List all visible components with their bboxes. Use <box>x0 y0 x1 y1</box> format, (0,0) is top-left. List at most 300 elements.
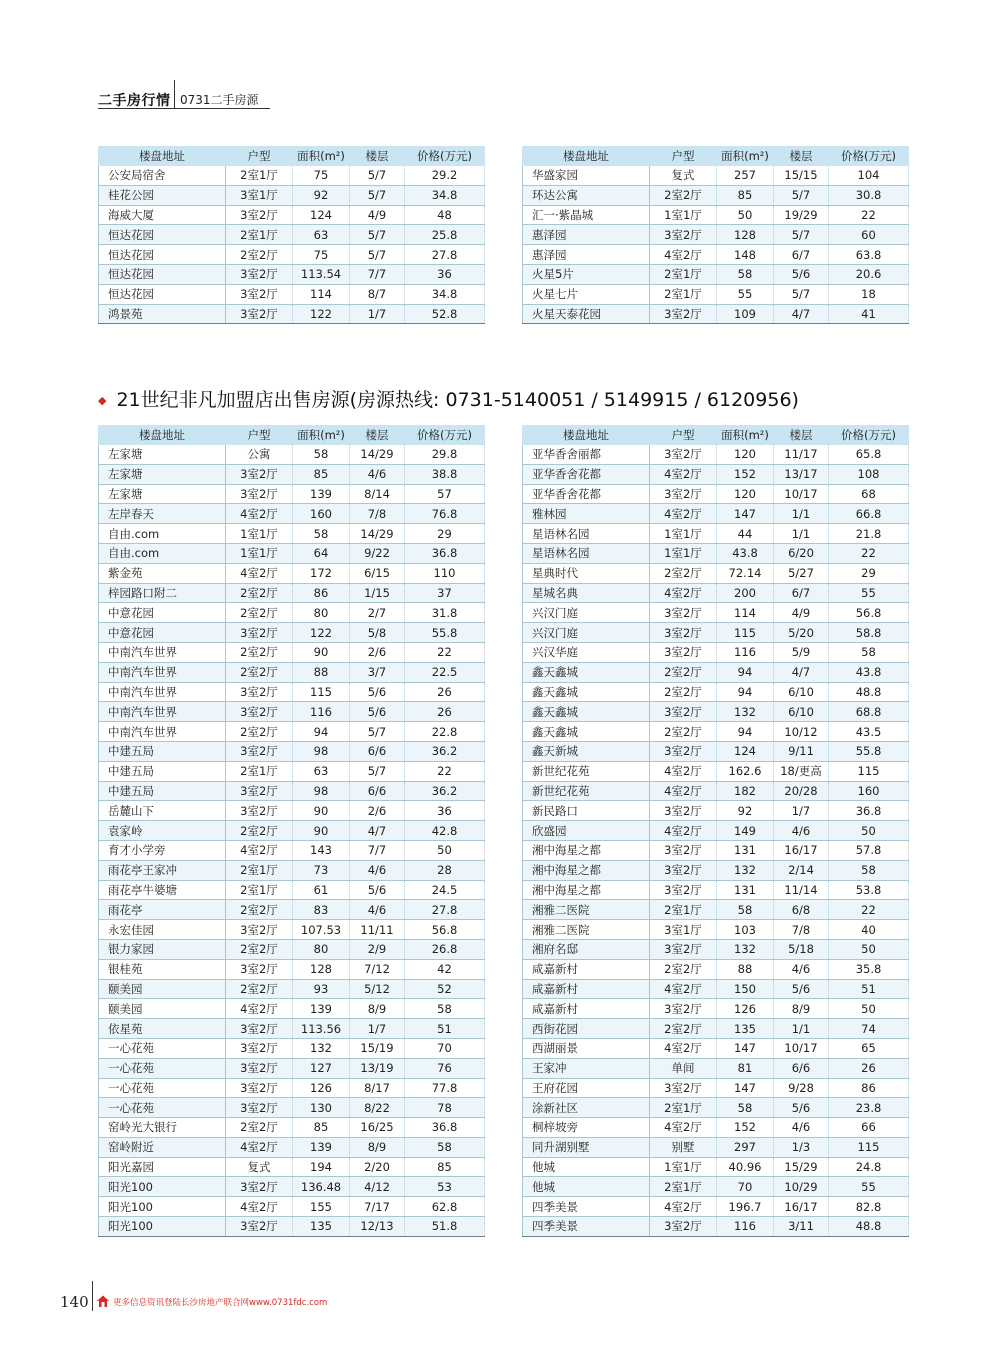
table-row <box>99 821 485 841</box>
table-row <box>99 1038 485 1058</box>
table-cell: 1/15 <box>350 583 405 603</box>
table-cell: 108 <box>829 464 909 484</box>
table-cell: 128 <box>717 225 774 245</box>
table-row <box>523 840 909 860</box>
column-header: 楼层 <box>350 426 405 445</box>
table-cell: 36.2 <box>405 741 485 761</box>
property-name-cell: 梓园路口附二 <box>99 583 226 603</box>
table-cell: 50 <box>829 821 909 841</box>
table-cell: 4/7 <box>350 821 405 841</box>
table-cell: 58 <box>829 860 909 880</box>
column-header: 价格(万元) <box>405 426 485 445</box>
table-row <box>523 801 909 821</box>
table-row <box>523 1038 909 1058</box>
table-cell: 136.48 <box>293 1177 350 1197</box>
table-cell: 14/29 <box>350 445 405 465</box>
table-cell: 4室2厅 <box>226 1137 293 1157</box>
property-name-cell: 阳光嘉园 <box>99 1157 226 1177</box>
property-name-cell: 自由.com <box>99 543 226 563</box>
table-row <box>523 702 909 722</box>
table-cell: 6/6 <box>350 741 405 761</box>
table-cell: 26.8 <box>405 939 485 959</box>
table-cell: 58 <box>717 264 774 284</box>
property-name-cell: 星语林名园 <box>523 524 650 544</box>
table-cell: 2室1厅 <box>226 860 293 880</box>
property-name-cell: 西湖丽景 <box>523 1038 650 1058</box>
property-name-cell: 亚华香舍丽都 <box>523 445 650 465</box>
table-row <box>523 860 909 880</box>
table-cell: 90 <box>293 642 350 662</box>
table-row <box>99 959 485 979</box>
table-cell: 别墅 <box>650 1137 717 1157</box>
table-cell: 29 <box>405 524 485 544</box>
table-cell: 58 <box>829 642 909 662</box>
property-name-cell: 中南汽车世界 <box>99 682 226 702</box>
property-name-cell: 星典时代 <box>523 563 650 583</box>
table-cell: 复式 <box>650 166 717 186</box>
table-cell: 4室2厅 <box>650 821 717 841</box>
table-cell: 16/25 <box>350 1118 405 1138</box>
table-cell: 8/9 <box>350 999 405 1019</box>
table-row <box>99 702 485 722</box>
table-cell: 86 <box>293 583 350 603</box>
table-cell: 22 <box>829 543 909 563</box>
table-cell: 8/7 <box>350 284 405 304</box>
property-name-cell: 鑫天鑫城 <box>523 722 650 742</box>
table-cell: 27.8 <box>405 900 485 920</box>
table-cell: 132 <box>717 860 774 880</box>
table-cell: 26 <box>405 702 485 722</box>
table-cell: 132 <box>717 939 774 959</box>
table-cell: 2室2厅 <box>226 722 293 742</box>
table-row <box>99 781 485 801</box>
table-cell: 3室2厅 <box>226 623 293 643</box>
table-row <box>523 543 909 563</box>
header-subtitle: 0731二手房源 <box>180 93 259 107</box>
table-cell: 5/7 <box>774 284 829 304</box>
table-cell: 7/12 <box>350 959 405 979</box>
table-cell: 50 <box>405 840 485 860</box>
table-cell: 132 <box>293 1038 350 1058</box>
table-cell: 1/3 <box>774 1137 829 1157</box>
property-name-cell: 雨花亭牛婆塘 <box>99 880 226 900</box>
table-cell: 7/7 <box>350 264 405 284</box>
table-cell: 3室2厅 <box>650 1217 717 1237</box>
table-cell: 15/29 <box>774 1157 829 1177</box>
table-cell: 22.5 <box>405 662 485 682</box>
table-cell: 5/18 <box>774 939 829 959</box>
table-cell: 8/14 <box>350 484 405 504</box>
table-row <box>523 1078 909 1098</box>
table-row <box>99 682 485 702</box>
table-row <box>523 662 909 682</box>
table-row <box>99 524 485 544</box>
table-row <box>523 821 909 841</box>
table-cell: 19/29 <box>774 205 829 225</box>
property-name-cell: 鑫天鑫城 <box>523 662 650 682</box>
table-cell: 7/8 <box>350 504 405 524</box>
table-cell: 182 <box>717 781 774 801</box>
table-cell: 58.8 <box>829 623 909 643</box>
table-cell: 55.8 <box>405 623 485 643</box>
property-name-cell: 银桂苑 <box>99 959 226 979</box>
listing-table-bottom-left <box>98 425 485 1237</box>
table-cell: 30.8 <box>829 185 909 205</box>
table-cell: 2室1厅 <box>650 1177 717 1197</box>
table-cell: 2室1厅 <box>226 880 293 900</box>
table-row <box>99 999 485 1019</box>
table-row <box>523 741 909 761</box>
property-name-cell: 汇一·紫晶城 <box>523 205 650 225</box>
property-name-cell: 岳麓山下 <box>99 801 226 821</box>
table-cell: 4室2厅 <box>650 504 717 524</box>
table-cell: 196.7 <box>717 1197 774 1217</box>
table-cell: 22.8 <box>405 722 485 742</box>
table-cell: 5/7 <box>350 225 405 245</box>
table-cell: 76 <box>405 1058 485 1078</box>
table-cell: 3室2厅 <box>650 445 717 465</box>
table-cell: 4室2厅 <box>650 583 717 603</box>
table-row <box>99 662 485 682</box>
table-row <box>523 583 909 603</box>
table-cell: 5/9 <box>774 642 829 662</box>
table-cell: 4/6 <box>774 959 829 979</box>
property-name-cell: 咸嘉新村 <box>523 959 650 979</box>
table-cell: 1室1厅 <box>650 205 717 225</box>
table-row <box>99 979 485 999</box>
table-cell: 12/13 <box>350 1217 405 1237</box>
table-cell: 3室2厅 <box>226 801 293 821</box>
table-row <box>523 682 909 702</box>
property-name-cell: 左家塘 <box>99 464 226 484</box>
table-cell: 70 <box>717 1177 774 1197</box>
table-cell: 98 <box>293 741 350 761</box>
table-cell: 55 <box>717 284 774 304</box>
table-row <box>99 563 485 583</box>
table-cell: 3室2厅 <box>226 1078 293 1098</box>
table-cell: 22 <box>829 900 909 920</box>
property-name-cell: 中建五局 <box>99 781 226 801</box>
property-name-cell: 恒达花园 <box>99 284 226 304</box>
property-name-cell: 湘雅二医院 <box>523 920 650 940</box>
table-cell: 3室2厅 <box>226 1217 293 1237</box>
table-cell: 22 <box>405 642 485 662</box>
table-cell: 4室2厅 <box>650 1197 717 1217</box>
table-cell: 55 <box>829 1177 909 1197</box>
page-header <box>98 86 270 109</box>
table-cell: 124 <box>293 205 350 225</box>
table-cell: 3室2厅 <box>226 920 293 940</box>
table-cell: 3室2厅 <box>650 840 717 860</box>
property-name-cell: 欣盛园 <box>523 821 650 841</box>
table-row <box>99 1217 485 1237</box>
table-cell: 5/27 <box>774 563 829 583</box>
table-cell: 2室1厅 <box>226 761 293 781</box>
property-name-cell: 颐美园 <box>99 979 226 999</box>
table-cell: 4室2厅 <box>226 840 293 860</box>
table-cell: 13/17 <box>774 464 829 484</box>
table-cell: 2室2厅 <box>650 185 717 205</box>
table-cell: 27.8 <box>405 245 485 265</box>
table-cell: 6/7 <box>774 583 829 603</box>
table-row <box>99 840 485 860</box>
table-cell: 3室2厅 <box>226 484 293 504</box>
property-name-cell: 左家塘 <box>99 484 226 504</box>
table-cell: 7/7 <box>350 840 405 860</box>
column-header: 面积(m²) <box>717 147 774 166</box>
table-cell: 58 <box>717 1098 774 1118</box>
table-cell: 70 <box>405 1038 485 1058</box>
property-name-cell: 新世纪花苑 <box>523 761 650 781</box>
table-cell: 78 <box>405 1098 485 1118</box>
table-cell: 8/22 <box>350 1098 405 1118</box>
table-cell: 6/15 <box>350 563 405 583</box>
property-name-cell: 阳光100 <box>99 1197 226 1217</box>
table-cell: 3室2厅 <box>226 284 293 304</box>
table-cell: 74 <box>829 1019 909 1039</box>
table-row <box>99 920 485 940</box>
column-header: 户型 <box>650 426 717 445</box>
table-cell: 3室2厅 <box>650 702 717 722</box>
table-cell: 4室2厅 <box>650 1118 717 1138</box>
table-cell: 48.8 <box>829 682 909 702</box>
table-cell: 3室2厅 <box>226 1177 293 1197</box>
property-name-cell: 一心花苑 <box>99 1098 226 1118</box>
property-name-cell: 星语林名园 <box>523 543 650 563</box>
property-name-cell: 惠泽园 <box>523 245 650 265</box>
table-cell: 58 <box>293 524 350 544</box>
table-cell: 29 <box>829 563 909 583</box>
table-cell: 36 <box>405 801 485 821</box>
table-cell: 5/6 <box>350 880 405 900</box>
property-name-cell: 四季美景 <box>523 1217 650 1237</box>
property-name-cell: 惠泽园 <box>523 225 650 245</box>
table-cell: 2室2厅 <box>650 959 717 979</box>
table-row <box>99 1137 485 1157</box>
table-cell: 63 <box>293 761 350 781</box>
table-cell: 3室2厅 <box>650 880 717 900</box>
table-cell: 92 <box>717 801 774 821</box>
table-row <box>523 464 909 484</box>
table-cell: 36.8 <box>405 543 485 563</box>
table-cell: 82.8 <box>829 1197 909 1217</box>
table-cell: 6/6 <box>350 781 405 801</box>
table-cell: 2室2厅 <box>226 979 293 999</box>
property-name-cell: 自由.com <box>99 524 226 544</box>
table-cell: 3/11 <box>774 1217 829 1237</box>
table-row <box>99 1177 485 1197</box>
table-cell: 4/12 <box>350 1177 405 1197</box>
table-row <box>523 761 909 781</box>
table-cell: 51 <box>829 979 909 999</box>
table-row <box>99 185 485 205</box>
table-cell: 73 <box>293 860 350 880</box>
table-cell: 114 <box>717 603 774 623</box>
table-cell: 58 <box>717 900 774 920</box>
table-cell: 51.8 <box>405 1217 485 1237</box>
property-name-cell: 桐梓坡旁 <box>523 1118 650 1138</box>
table-cell: 2/9 <box>350 939 405 959</box>
table-row <box>99 1197 485 1217</box>
table-cell: 3室2厅 <box>650 603 717 623</box>
column-header: 面积(m²) <box>293 147 350 166</box>
table-cell: 94 <box>717 662 774 682</box>
table-cell: 149 <box>717 821 774 841</box>
table-cell: 3室2厅 <box>650 741 717 761</box>
table-cell: 172 <box>293 563 350 583</box>
table-cell: 5/6 <box>774 1098 829 1118</box>
table-cell: 38.8 <box>405 464 485 484</box>
header-divider <box>174 80 175 108</box>
table-cell: 3室2厅 <box>226 781 293 801</box>
table-cell: 9/28 <box>774 1078 829 1098</box>
property-name-cell: 阳光100 <box>99 1217 226 1237</box>
table-cell: 3室2厅 <box>650 1078 717 1098</box>
column-header: 面积(m²) <box>293 426 350 445</box>
table-cell: 36.8 <box>405 1118 485 1138</box>
table-cell: 103 <box>717 920 774 940</box>
table-cell: 6/10 <box>774 682 829 702</box>
table-cell: 5/7 <box>350 245 405 265</box>
table-cell: 5/7 <box>350 166 405 186</box>
table-row <box>523 484 909 504</box>
table-cell: 50 <box>829 999 909 1019</box>
table-row <box>99 1078 485 1098</box>
table-cell: 2室2厅 <box>226 821 293 841</box>
table-row <box>523 939 909 959</box>
table-cell: 24.8 <box>829 1157 909 1177</box>
table-cell: 42.8 <box>405 821 485 841</box>
table-row <box>99 245 485 265</box>
table-cell: 127 <box>293 1058 350 1078</box>
property-name-cell: 雨花亭王家冲 <box>99 860 226 880</box>
table-row <box>523 205 909 225</box>
table-row <box>99 1019 485 1039</box>
property-name-cell: 湘中海星之都 <box>523 860 650 880</box>
table-cell: 160 <box>293 504 350 524</box>
column-header: 楼层 <box>350 147 405 166</box>
table-header-row <box>523 147 909 166</box>
table-cell: 3室2厅 <box>226 1058 293 1078</box>
table-cell: 9/22 <box>350 543 405 563</box>
table-cell: 1室1厅 <box>226 524 293 544</box>
table-cell: 3室2厅 <box>226 205 293 225</box>
table-cell: 60 <box>829 225 909 245</box>
property-name-cell: 星城名典 <box>523 583 650 603</box>
table-cell: 6/20 <box>774 543 829 563</box>
table-cell: 7/17 <box>350 1197 405 1217</box>
table-cell: 55 <box>829 583 909 603</box>
property-name-cell: 兴汉华庭 <box>523 642 650 662</box>
table-cell: 2室2厅 <box>226 245 293 265</box>
table-cell: 3室2厅 <box>226 959 293 979</box>
property-name-cell: 新民路口 <box>523 801 650 821</box>
table-cell: 5/8 <box>350 623 405 643</box>
table-cell: 61 <box>293 880 350 900</box>
table-cell: 85 <box>717 185 774 205</box>
property-name-cell: 育才小学旁 <box>99 840 226 860</box>
table-row <box>99 464 485 484</box>
table-cell: 88 <box>293 662 350 682</box>
property-name-cell: 鑫天鑫城 <box>523 702 650 722</box>
column-header: 价格(万元) <box>829 147 909 166</box>
table-cell: 44 <box>717 524 774 544</box>
table-cell: 2/20 <box>350 1157 405 1177</box>
table-cell: 23.8 <box>829 1098 909 1118</box>
table-header-row <box>99 147 485 166</box>
table-cell: 2室2厅 <box>226 603 293 623</box>
table-cell: 64 <box>293 543 350 563</box>
column-header: 价格(万元) <box>829 426 909 445</box>
table-cell: 2室2厅 <box>650 1019 717 1039</box>
property-name-cell: 中南汽车世界 <box>99 642 226 662</box>
table-row <box>523 1137 909 1157</box>
table-cell: 6/6 <box>774 1058 829 1078</box>
table-cell: 4/6 <box>350 860 405 880</box>
table-cell: 4室2厅 <box>650 245 717 265</box>
table-cell: 21.8 <box>829 524 909 544</box>
table-cell: 1室1厅 <box>650 1157 717 1177</box>
table-cell: 58 <box>405 999 485 1019</box>
table-cell: 148 <box>717 245 774 265</box>
table-cell: 5/7 <box>774 185 829 205</box>
table-cell: 4/6 <box>774 821 829 841</box>
column-header: 楼层 <box>774 426 829 445</box>
table-row <box>99 801 485 821</box>
table-cell: 124 <box>717 741 774 761</box>
table-cell: 92 <box>293 185 350 205</box>
table-cell: 93 <box>293 979 350 999</box>
table-cell: 1/7 <box>350 1019 405 1039</box>
table-cell: 75 <box>293 245 350 265</box>
property-name-cell: 湘雅二医院 <box>523 900 650 920</box>
table-cell: 3室2厅 <box>650 304 717 324</box>
property-name-cell: 火星5片 <box>523 264 650 284</box>
table-row <box>99 939 485 959</box>
table-cell: 4/9 <box>350 205 405 225</box>
table-row <box>523 563 909 583</box>
table-cell: 3室2厅 <box>650 623 717 643</box>
table-cell: 66.8 <box>829 504 909 524</box>
table-cell: 113.54 <box>293 264 350 284</box>
table-cell: 8/9 <box>774 999 829 1019</box>
table-cell: 128 <box>293 959 350 979</box>
table-cell: 51 <box>405 1019 485 1039</box>
table-cell: 4室2厅 <box>226 563 293 583</box>
table-cell: 143 <box>293 840 350 860</box>
table-cell: 257 <box>717 166 774 186</box>
table-row <box>99 504 485 524</box>
table-cell: 90 <box>293 801 350 821</box>
property-name-cell: 新世纪花苑 <box>523 781 650 801</box>
table-cell: 194 <box>293 1157 350 1177</box>
property-name-cell: 紫金苑 <box>99 563 226 583</box>
property-name-cell: 海威大厦 <box>99 205 226 225</box>
table-cell: 1室1厅 <box>650 524 717 544</box>
table-cell: 2室2厅 <box>226 900 293 920</box>
table-cell: 1室1厅 <box>226 543 293 563</box>
table-cell: 90 <box>293 821 350 841</box>
table-cell: 107.53 <box>293 920 350 940</box>
table-cell: 1/7 <box>774 801 829 821</box>
table-cell: 16/17 <box>774 840 829 860</box>
table-cell: 2室1厅 <box>650 264 717 284</box>
table-cell: 4/9 <box>774 603 829 623</box>
property-name-cell: 湘中海星之都 <box>523 840 650 860</box>
property-name-cell: 环达公寓 <box>523 185 650 205</box>
table-cell: 94 <box>717 682 774 702</box>
table-cell: 43.5 <box>829 722 909 742</box>
